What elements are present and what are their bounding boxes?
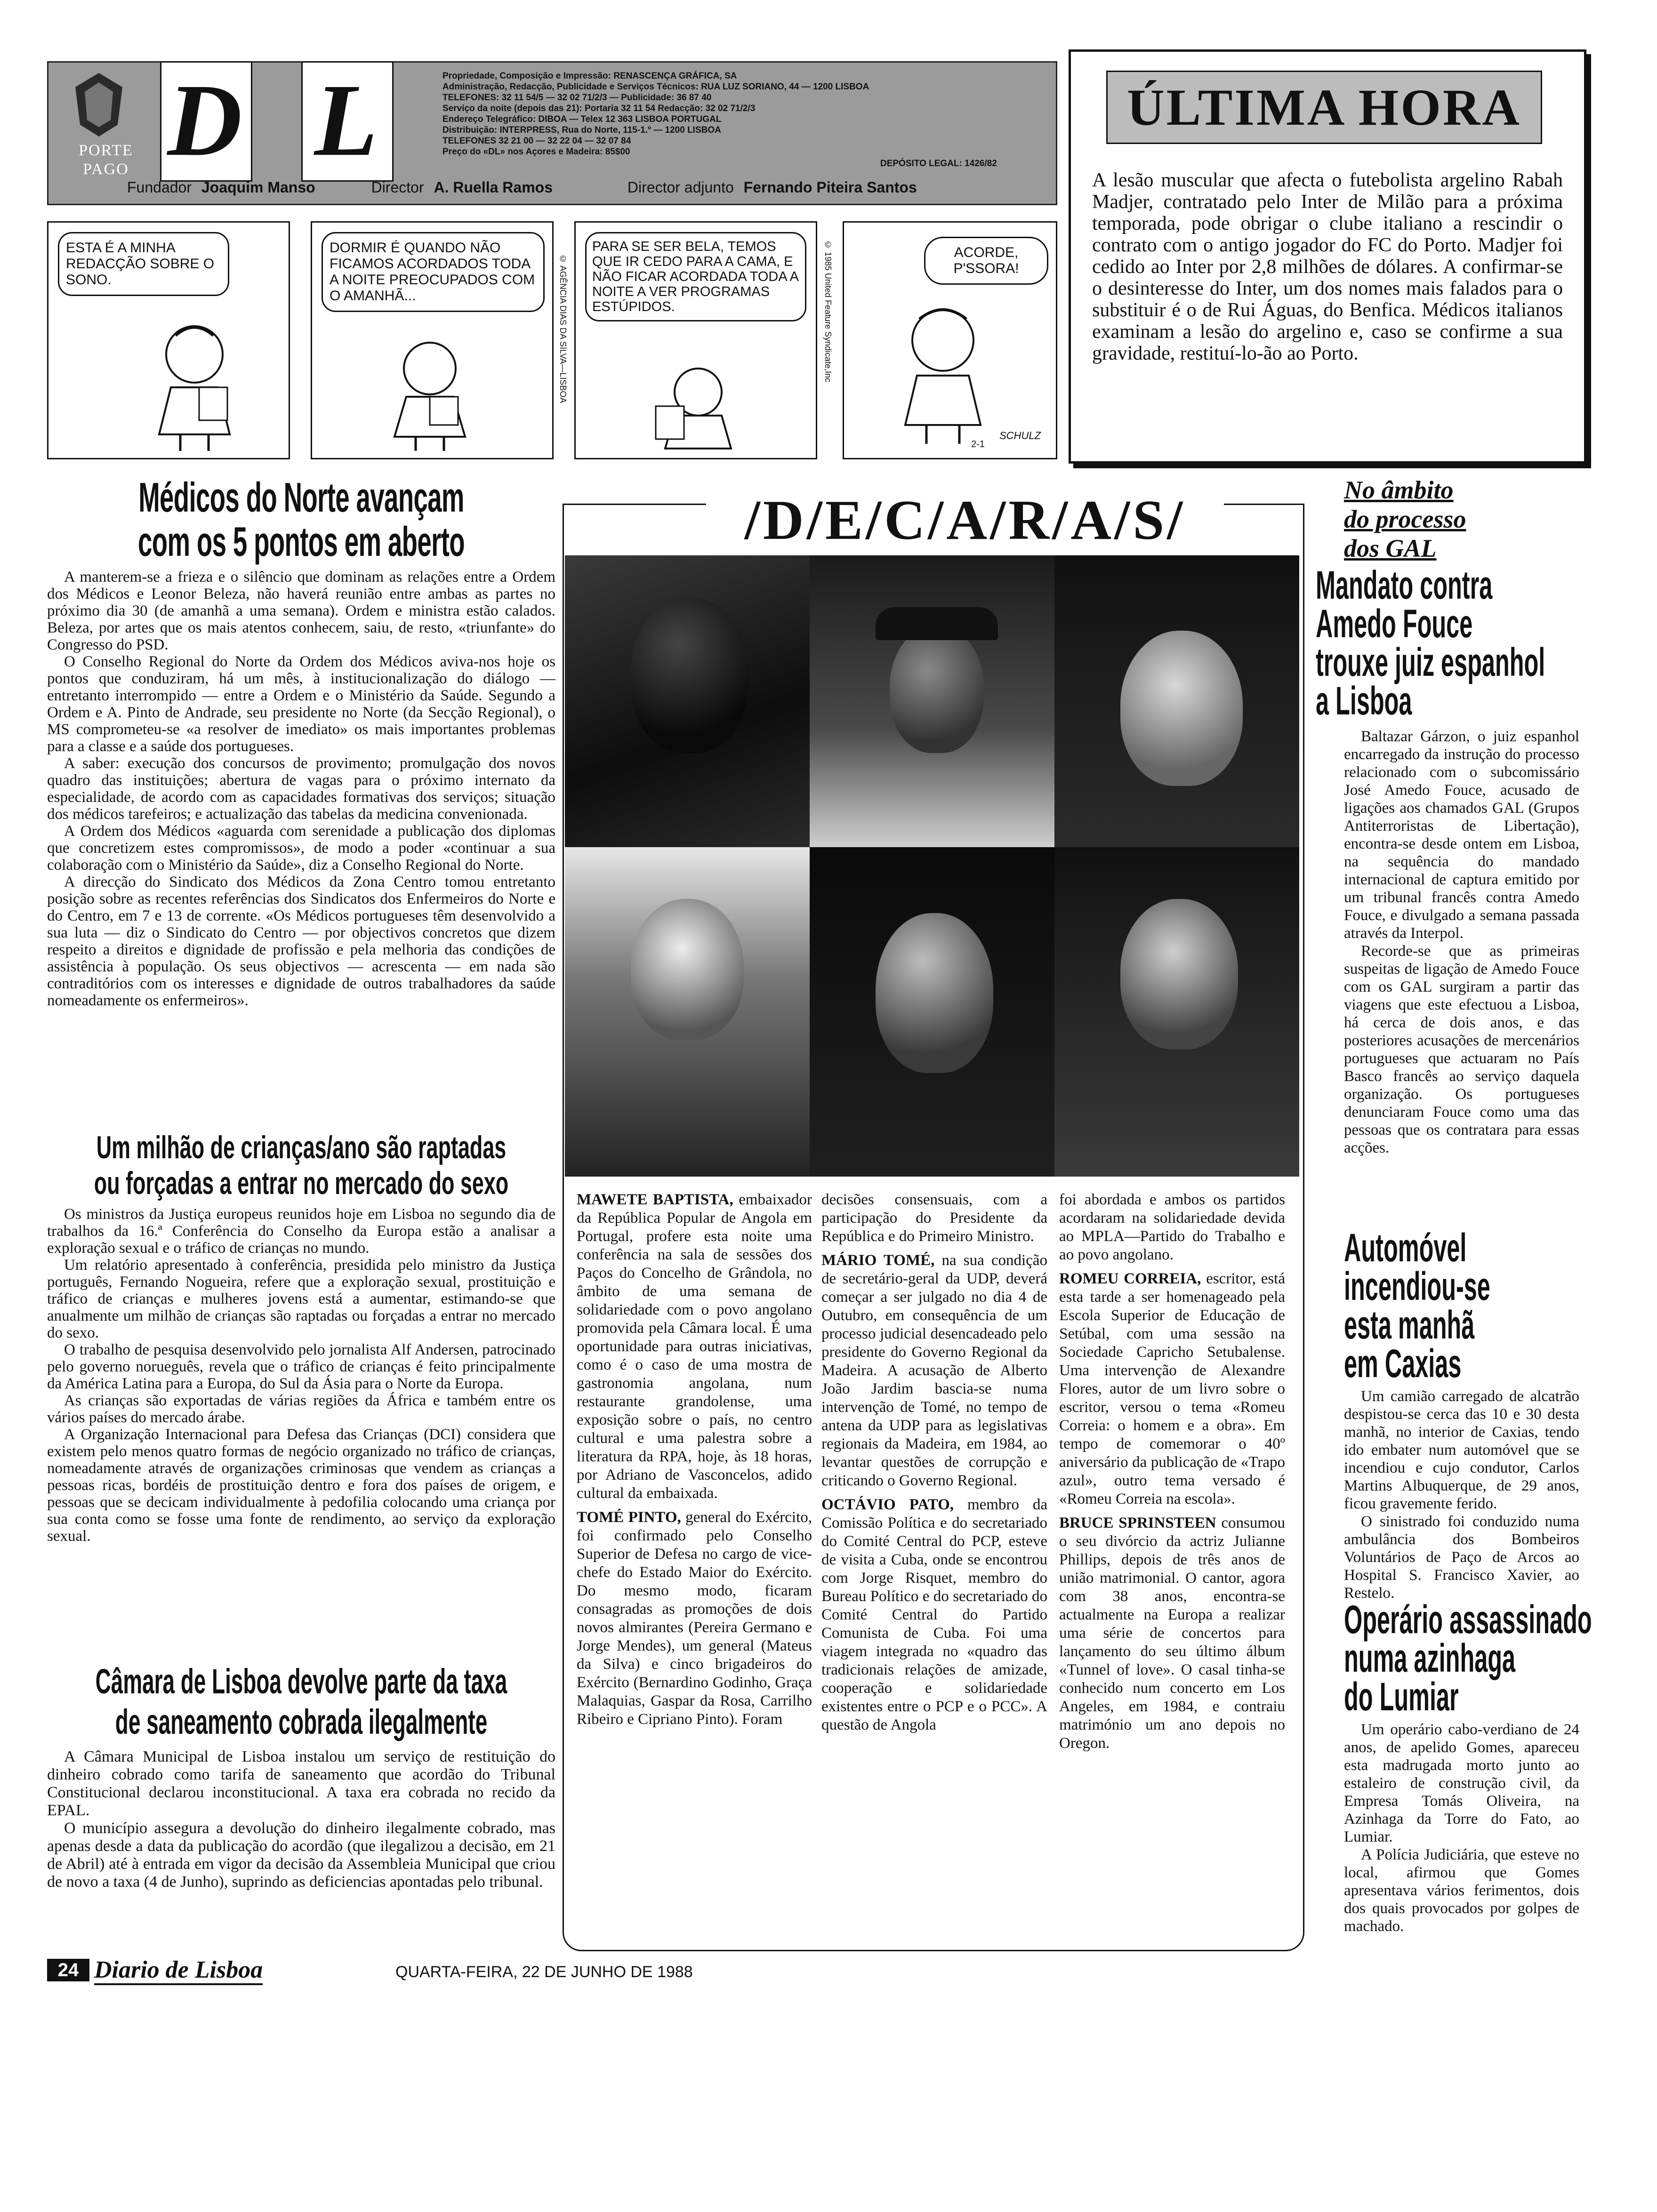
footer-paper-name: Diario de Lisboa xyxy=(94,1957,263,1985)
dl-logo-d: D xyxy=(167,63,242,177)
caras-item xyxy=(577,1191,812,1503)
comic-balloon-4: ACORDE, P'SSORA! xyxy=(924,237,1048,285)
ultima-hora-title: ÚLTIMA HORA xyxy=(1106,71,1542,144)
article-criancas-body xyxy=(47,1206,555,1545)
credit-line: Administração, Redacção, Publicidade e Serviços Técnicos: RUA LUZ SORIANO, 44 — 1200 LISBOA xyxy=(442,82,869,92)
de-caras-column-3 xyxy=(1059,1191,1285,1753)
article-camara-headline-2: de saneamento cobrada ilegalmente xyxy=(115,1702,488,1741)
comic-balloon-1: ESTA É A MINHA REDACÇÃO SOBRE O SONO. xyxy=(58,232,229,296)
caras-item xyxy=(1059,1514,1285,1753)
article-medicos-headline-2: com os 5 pontos em aberto xyxy=(138,518,465,565)
credit-line: Serviço da noite (depois das 21): Portaria 32 11 54 Redacção: 32 02 71/2/3 xyxy=(442,104,756,113)
footer-date: QUARTA-FEIRA, 22 DE JUNHO DE 1988 xyxy=(395,1963,693,1981)
headline-line: numa azinhaga xyxy=(1344,1636,1516,1680)
article-operario-headline xyxy=(1316,1597,1592,1719)
article-automovel xyxy=(1316,1228,1579,1602)
paragraph: Recorde-se que as primeiras suspeitas de ligação de Amedo Fouce com os GAL surgiram a partir das viagens que este efectuou a Lisboa, há cerca de dois anos, e das posteriores acusações de mercenários portugueses que actuaram no País Basco francês ao serviço daquela organização. Os portugueses denunciaram Fouce como uma das pessoas que os contratara para essas acções. xyxy=(1344,943,1579,1156)
paragraph: A Polícia Judiciária, que esteve no local, afirmou que Gomes apresentava vários ferimentos, dois dos quais provocados por golpes de machado. xyxy=(1344,1846,1579,1935)
comic-agency: © AGÊNCIA DIAS DA SILVA—LISBOA xyxy=(558,254,568,403)
paragraph: A manterem-se a frieza e o silêncio que dominam as relações entre a Ordem dos Médicos e Leonor Beleza, não haverá reunião entre ambas as partes no próximo dia 30 (de amanhã a uma semana). Ordem e ministra estão calados. Beleza, por artes que os mais atentos conhecem, saiu, de resto, «triunfante» do Congresso do PSD. xyxy=(47,569,555,653)
comic-character-icon xyxy=(646,364,750,453)
caras-item-text: decisões consensuais, com a participação do Presidente da República e do Primeiro Ministro. xyxy=(821,1191,1047,1245)
paragraph: O município assegura a devolução do dinheiro ilegalmente cobrado, mas apenas desde a data da publicação do acordão (que ilegalizou a decisão, em 21 de Abril) até à entrada em vigor da decisão da Assembleia Municipal que criou de novo a taxa (4 de Junho), suprindo as deficiencias apontadas pelo tribunal. xyxy=(47,1819,555,1891)
caras-item-text: membro da Comissão Política e do secretariado do Comité Central do PCP, esteve de visita a Cuba, onde se encontrou com Jorge Risquet, membro do Bureau Político e do secretariado do Comité Central do Partido Comunista de Cuba. Foi uma viagem integrada no «quadro das tradicionais relações de amizade, cooperação e solidariedade existentes entre o PCP e o PCC». A questão de Angola xyxy=(821,1496,1047,1733)
footer-page-number: 24 xyxy=(47,1959,89,1981)
credit-line: Distribuição: INTERPRESS, Rua do Norte, 115-1.º — 1200 LISBOA xyxy=(442,125,721,135)
article-medicos-body xyxy=(47,569,555,1009)
caras-item-name: MAWETE BAPTISTA, xyxy=(577,1191,733,1208)
headline-line: Amedo Fouce xyxy=(1316,601,1473,646)
paragraph: O Conselho Regional do Norte da Ordem dos Médicos aviva-nos hoje os pontos que conduziram, há um mês, à institucionalização do diálogo — entretanto interrompido — entre a Ordem e o Ministério da Saúde. Segundo a Ordem e A. Pinto de Andrade, seu presidente no Norte (da Secção Regional), o MS comprometeu-se «a resolver de imediato» os mais importantes problemas para a classe e a saúde dos portugueses. xyxy=(47,653,555,755)
credit-line: Propriedade, Composição e Impressão: RENASCENÇA GRÁFICA, SA xyxy=(442,71,737,81)
caras-item-text: embaixador da República Popular de Angola em Portugal, profere esta noite uma conferência na sala de sessões dos Paços do Concelho de Grândola, no âmbito de uma semana de solidariedade com o povo angolano promovida pela Câmara local. É uma oportunidade para outras iniciativas, como é o caso de uma mostra de gastronomia angolana, num restaurante grandolense, uma exposição sobre o país, no centro cultural e uma palestra sobre a literatura da RPA, hoje, às 18 horas, por Adriano de Vasconcelos, adido cultural da embaixada. xyxy=(577,1191,812,1502)
article-criancas-headline-2: ou forçadas a entrar no mercado do sexo xyxy=(94,1165,509,1201)
caras-item-name: TOMÉ PINTO, xyxy=(577,1509,681,1526)
article-criancas xyxy=(47,1130,555,1545)
paragraph: As crianças são exportadas de várias regiões da África e também entre os vários países do mercado árabe. xyxy=(47,1392,555,1426)
credit-line: TELEFONES: 32 11 54/5 — 32 02 71/2/3 — Publicidade: 36 87 40 xyxy=(442,93,712,103)
comic-panel-3 xyxy=(574,221,817,459)
dl-logo-l: L xyxy=(314,63,378,177)
headline-line: Operário assassinado xyxy=(1344,1597,1592,1642)
comic-panel-1 xyxy=(47,221,290,459)
fundador-name: Joaquim Manso xyxy=(201,179,315,196)
article-operario xyxy=(1316,1597,1592,1935)
caras-item-name: ROMEU CORREIA, xyxy=(1059,1270,1201,1287)
comic-panel-2 xyxy=(311,221,554,459)
caras-item xyxy=(1059,1191,1285,1264)
article-criancas-headline-1: Um milhão de crianças/ano são raptadas xyxy=(96,1130,507,1165)
director-label: Director xyxy=(371,179,424,196)
de-caras-column-1 xyxy=(577,1191,812,1729)
caras-item-name: BRUCE SPRINSTEEN xyxy=(1059,1515,1216,1531)
comic-character-icon xyxy=(378,336,482,453)
caras-item xyxy=(577,1508,812,1729)
headline-line: incendiou-se xyxy=(1344,1264,1490,1308)
article-automovel-body xyxy=(1316,1387,1579,1602)
comic-date: 2-1 xyxy=(971,439,985,449)
ultima-hora-text: A lesão muscular que afecta o futebolista argelino Rabah Madjer, contratado pelo Inter de Milão para a próxima temporada, pode obrigar o clube italiano a rescindir o contrato com o antigo jogador do FC do Porto. Madjer foi cedido ao Inter por 2,8 milhões de dólares. A confirmar-se o desinteresse do Inter, um dos nomes mais falados para o substituir é o de Rui Águas, do Benfica. Médicos italianos examinam a lesão do argelino e, caso se confirme a sua gravidade, restituí-lo-ão ao Porto. xyxy=(1092,169,1563,364)
headline-line: Automóvel xyxy=(1344,1226,1467,1270)
article-camara xyxy=(47,1661,555,1891)
adjunto-label: Director adjunto xyxy=(627,179,734,196)
headline-line: Mandato contra xyxy=(1316,563,1493,607)
article-medicos xyxy=(47,475,555,1009)
caras-item xyxy=(1059,1270,1285,1508)
photo-octavio-pato xyxy=(565,847,810,1177)
caras-item-name: OCTÁVIO PATO, xyxy=(821,1496,954,1513)
article-camara-headline-1: Câmara de Lisboa devolve parte da taxa xyxy=(95,1662,507,1701)
article-automovel-headline xyxy=(1316,1226,1579,1386)
article-gal-kicker xyxy=(1316,475,1579,563)
photo-bruce-springsteen xyxy=(1054,847,1299,1177)
director-name: A. Ruella Ramos xyxy=(434,179,553,196)
comic-copyright: © 1985 United Feature Syndicate,Inc xyxy=(823,240,833,383)
paragraph: A Ordem dos Médicos «aguarda com serenidade a publicação dos diplomas que concretizem estes compromissos», de modo a poder «continuar a sua colaboração com o Ministério da Saúde», diz a Conselho Regional do Norte. xyxy=(47,823,555,874)
paragraph: A Organização Internacional para Defesa das Crianças (DCI) considera que existem pelo menos quatro formas de negócio organizado no tráfico de crianças, nomeadamente através de organizações criminosas que vendem as crianças a pessoas ricas, bordéis de prostituição dentro e fora dos países de origem, e pessoas que se decicam individualmente à pedofilia colocando uma criança por sua conta como se fosse uma fonte de rendimento, ao serviço da exploração sexual. xyxy=(47,1426,555,1545)
article-gal xyxy=(1316,475,1579,1157)
paragraph: A saber: execução dos concursos de provimento; promulgação dos novos quadro das instituições; abertura de vagas para o próximo internato da especialidade, de acordo com as capacidades formativas dos serviços; situação dos médicos tarefeiros; e actualização das tabelas da medicina convenionada. xyxy=(47,755,555,823)
credit-line: Preço do «DL» nos Açores e Madeira: 85$00 xyxy=(442,147,630,157)
caras-item xyxy=(821,1251,1047,1490)
headline-line: esta manhã xyxy=(1344,1303,1475,1347)
caras-item-name: MÁRIO TOMÉ, xyxy=(821,1252,935,1269)
caras-item-text: consumou o seu divórcio da actriz Julianne Phillips, depois de três anos de união matrimonial. O cantor, agora com 38 anos, encontra-se actualmente na Europa a realizar uma série de concertos para lançamento do seu último álbum «Tunnel of love». O casal tinha-se conhecido num concerto em Los Angeles, em 1984, e contraiu matrimónio um ano depois no Oregon. xyxy=(1059,1515,1285,1752)
article-gal-headline xyxy=(1316,563,1579,723)
comic-character-icon xyxy=(886,298,999,449)
comic-balloon-2: DORMIR É QUANDO NÃO FICAMOS ACORDADOS TODA A NOITE PREOCUPADOS COM O AMANHÃ... xyxy=(322,232,545,312)
paragraph: A direcção do Sindicato dos Médicos da Zona Centro tomou entretanto posição sobre as recentes referências dos Sindicatos dos Enfermeiros do Norte e do Centro, em 7 e 13 de corrente. «Os Médicos portugueses têm desenvolvido a sua luta — diz o Sindicato do Centro — por objectivos concretos que dizem respeito a direitos e dignidade de profissão e pela melhoria das condições de assistência à população. Os seus objectivos — acrescenta — em nada são contraditórios com os interesses e dignidade de outros trabalhadores da saúde nomeadamente os enfermeiros». xyxy=(47,874,555,1009)
paragraph: A Câmara Municipal de Lisboa instalou um serviço de restituição do dinheiro cobrado como tarifa de saneamento que acordão do Tribunal Constitucional declarou inconstitucional. A taxa era cobrada no recido da EPAL. xyxy=(47,1748,555,1819)
paragraph: Um camião carregado de alcatrão despistou-se cerca das 10 e 30 desta manhã, no interior de Caxias, tendo ido embater num automóvel que se incendiou e cujo condutor, Carlos Martins Albuquerque, de 29 anos, ficou gravemente ferido. xyxy=(1344,1388,1579,1512)
article-medicos-headline-1: Médicos do Norte avançam xyxy=(138,474,464,521)
photo-romeu-correia xyxy=(810,847,1054,1177)
paragraph: Um operário cabo-verdiano de 24 anos, de apelido Gomes, apareceu esta madrugada morto junto ao estaleiro de construção civil, da Empresa Tomás Oliveira, na Azinhaga da Torre do Fato, ao Lumiar. xyxy=(1344,1721,1579,1845)
headline-line: do Lumiar xyxy=(1344,1675,1459,1719)
caras-item xyxy=(821,1191,1047,1246)
paragraph: O sinistrado foi conduzido numa ambulância dos Bombeiros Voluntários de Paço de Arcos ao Hospital S. Francisco Xavier, ao Restelo. xyxy=(1344,1513,1579,1602)
article-camara-body xyxy=(47,1748,555,1891)
paragraph: O trabalho de pesquisa desenvolvido pelo jornalista Alf Andersen, patrocinado pelo governo norueguês, revela que o tráfico de crianças é feito principalmente da América Latina para a Europa, do Sul da Ásia para o Norte da Europa. xyxy=(47,1341,555,1392)
paragraph: Os ministros da Justiça europeus reunidos hoje em Lisboa no segundo dia de trabalhos da 16.ª Conferência do Conselho da Europa estão a analisar a exploração sexual e o tráfico de crianças no mundo. xyxy=(47,1206,555,1257)
de-caras-column-2 xyxy=(821,1191,1047,1734)
photo-mario-tome xyxy=(1054,555,1299,847)
deposito-legal: DEPÓSITO LEGAL: 1426/82 xyxy=(880,159,997,168)
masthead-staff xyxy=(127,178,1050,197)
article-operario-body xyxy=(1316,1721,1579,1935)
headline-line: a Lisboa xyxy=(1316,679,1412,723)
comic-balloon-3: PARA SE SER BELA, TEMOS QUE IR CEDO PARA A CAMA, E NÃO FICAR ACORDADA TODA A NOITE A VER PROGRAMAS ESTÚPIDOS. xyxy=(585,232,806,321)
adjunto-name: Fernando Piteira Santos xyxy=(743,179,917,196)
caras-item xyxy=(821,1496,1047,1734)
caras-item-text: na sua condição de secretário-geral da UDP, deverá começar a ser julgado no dia 4 de Outubro, em consequência de um processo judicial desencadeado pelo presidente do Governo Regional da Madeira. A acusação de Alberto João Jardim bascia-se numa intervenção de Tomé, no tempo de antena da UDP para as legislativas regionais da Madeira, em 1984, ao levantar questões de corrupção e criticando o Governo Regional. xyxy=(821,1252,1048,1489)
caras-item-text: escritor, está esta tarde a ser homenageado pela Escola Superior de Educação de Setúbal, com uma sessão na Sociedade Capricho Setubalense. Uma intervenção de Alexandre Flores, autor de um livro sobre o escritor, versou o tema «Romeu Correia: o homem e a obra». Em tempo de comemorar o 40º aniversário da publicação de «Trapo azul», outro tema versado é «Romeu Correia na escola». xyxy=(1059,1270,1285,1507)
photo-mawete-baptista xyxy=(565,555,810,847)
coat-of-arms-icon xyxy=(66,68,132,139)
photo-tome-pinto xyxy=(810,555,1054,847)
credit-line: TELEFONES 32 21 00 — 32 22 04 — 32 07 84 xyxy=(442,136,631,146)
comic-signature: SCHULZ xyxy=(999,430,1041,441)
caras-item-text: foi abordada e ambos os partidos acordaram na solidariedade devida ao MPLA—Partido do Trabalho e ao povo angolano. xyxy=(1059,1191,1285,1263)
kicker-line: dos GAL xyxy=(1344,534,1437,562)
paragraph: Um relatório apresentado à conferência, presidida pelo ministro da Justiça português, Fernando Nogueira, refere que a exploração sexual, prostituição e tráfico de crianças e mulheres jovens está a aumentar, estimando-se que anualmente um milhão de crianças são raptadas ou forçadas a entrar no mercado do sexo. xyxy=(47,1257,555,1341)
caras-item-text: general do Exército, foi confirmado pelo Conselho Superior de Defesa no cargo de vice-chefe do Estado Maior do Exército. Do mesmo modo, ficaram consagradas as promoções de dois novos almirantes (Pereira Germano e Jorge Mendes), um general (Mateus da Silva) e cinco brigadeiros do Exército (Bernardino Godinho, Graça Malaquias, Gaspar da Rosa, Carrilho Ribeiro e Cipriano Pinto). Foram xyxy=(577,1509,812,1728)
paragraph: Baltazar Gárzon, o juiz espanhol encarregado da instrução do processo relacionado com o subcomissário José Amedo Fouce, acusado de ligações aos chamados GAL (Grupos Antiterroristas de Libertação), encontra-se desde ontem em Lisboa, na sequência do mandado internacional de captura emitido por um tribunal francês contra Amedo Fouce, e divulgado a semana passada através da Interpol. xyxy=(1344,728,1579,942)
de-caras-title: /D/E/C/A/R/A/S/ xyxy=(706,489,1224,551)
article-gal-body xyxy=(1316,728,1579,1157)
fundador-label: Fundador xyxy=(127,179,192,196)
credit-line: Endereço Telegráfico: DIBOA — Telex 12 363 LISBOA PORTUGAL xyxy=(442,114,722,124)
comic-strip xyxy=(47,221,1054,461)
comic-panel-4 xyxy=(843,221,1057,459)
headline-line: trouxe juiz espanhol xyxy=(1316,640,1545,684)
kicker-line: No âmbito xyxy=(1344,476,1454,504)
porte-pago-label: PORTE PAGO xyxy=(79,142,133,178)
masthead-credits xyxy=(442,71,1045,157)
kicker-line: do processo xyxy=(1344,505,1466,533)
headline-line: em Caxias xyxy=(1344,1341,1462,1386)
comic-character-icon xyxy=(143,317,246,453)
